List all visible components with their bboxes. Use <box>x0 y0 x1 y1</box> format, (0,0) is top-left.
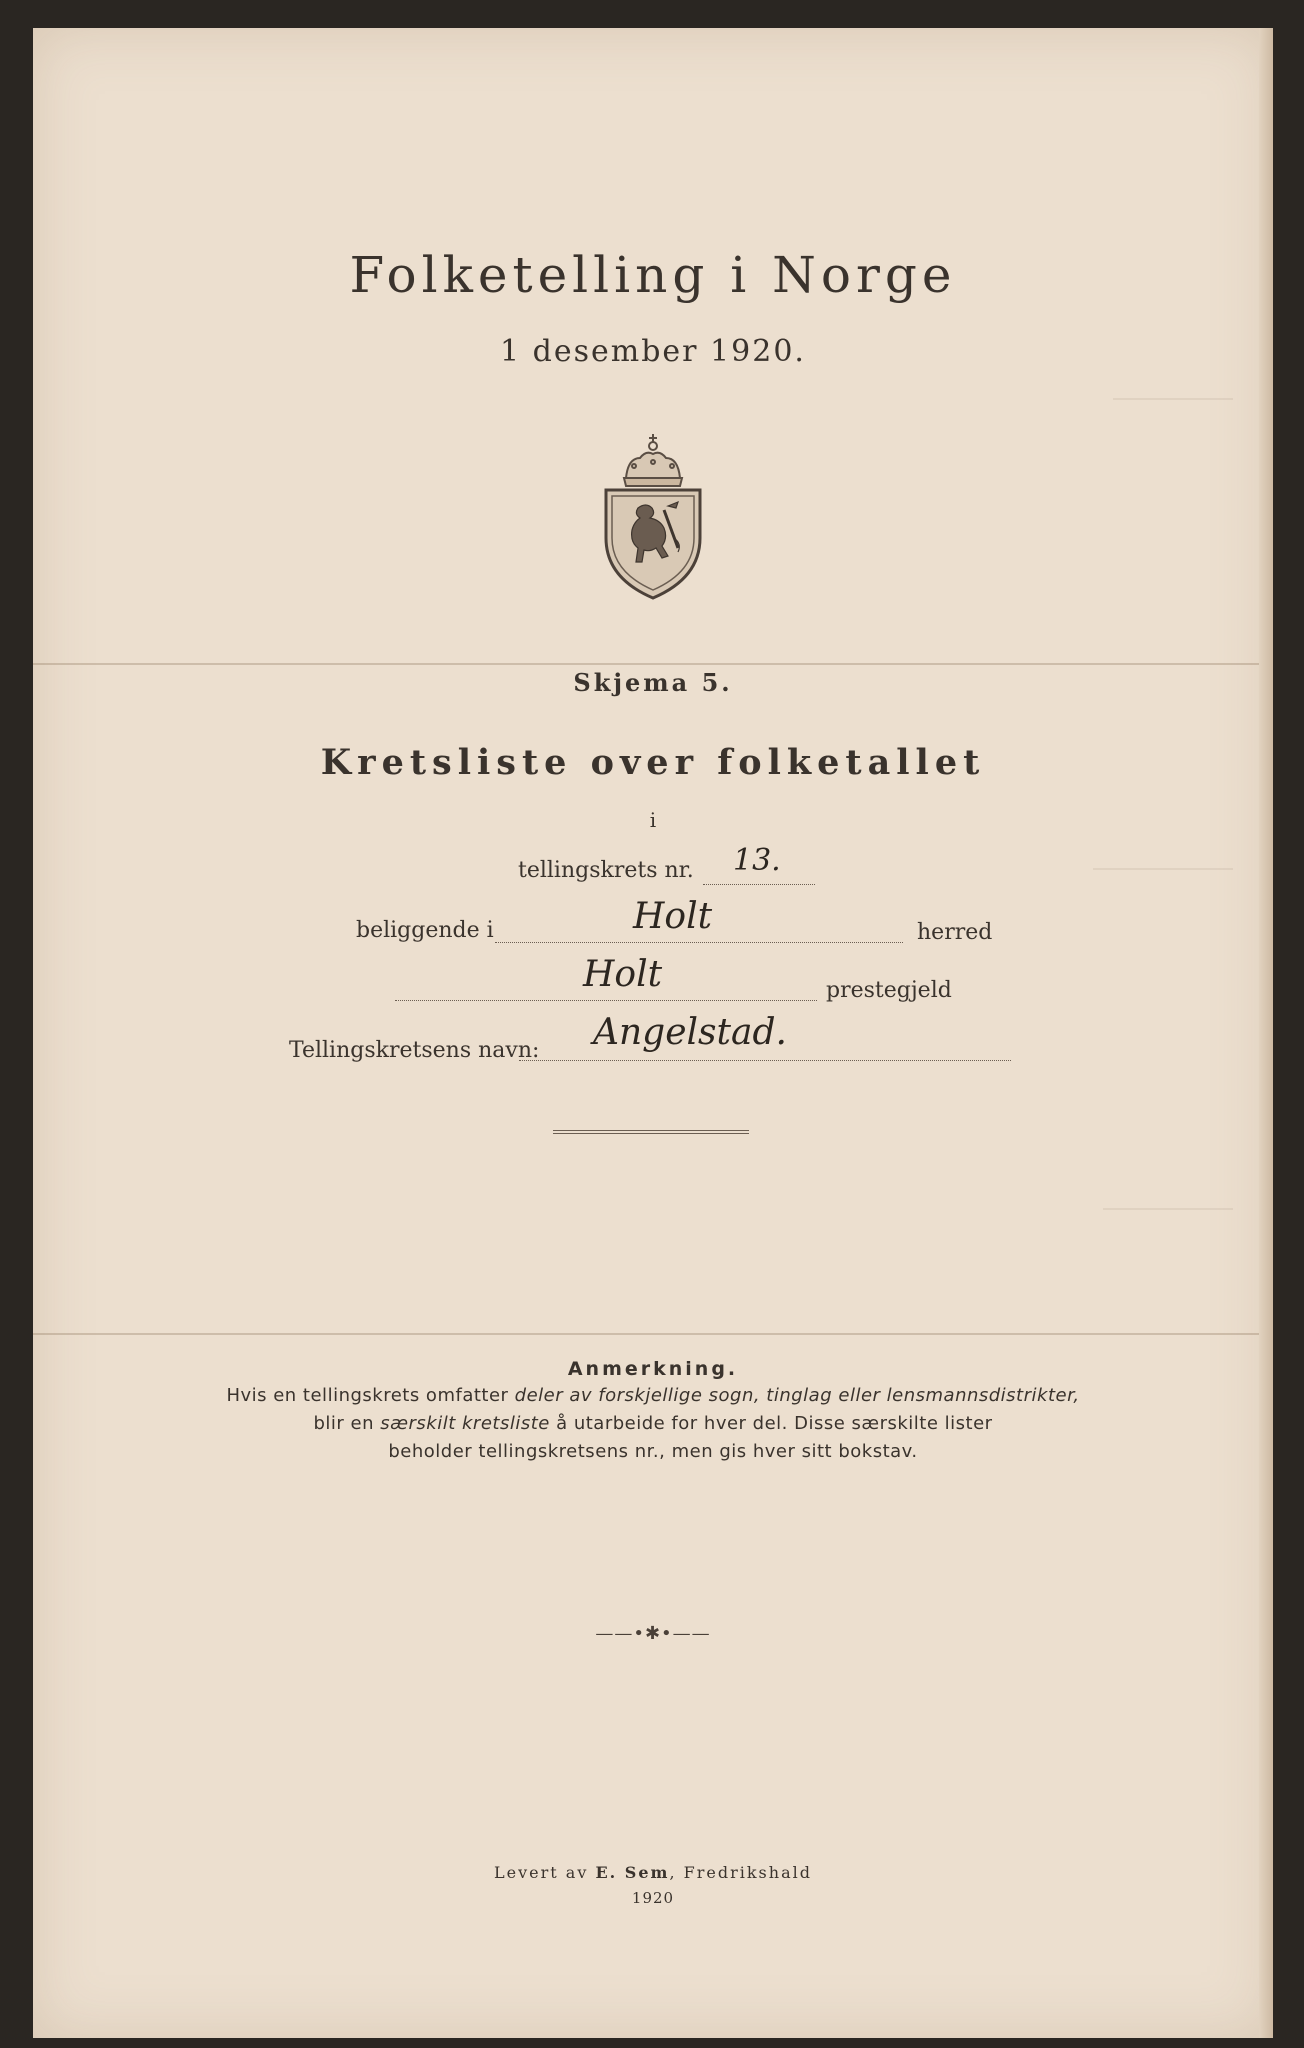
herred-label: herred <box>917 920 993 945</box>
connector-word: i <box>649 808 657 832</box>
coat-of-arms-icon <box>598 428 708 603</box>
bleed-through-mark <box>1103 1208 1233 1212</box>
page-edge <box>1259 28 1273 2038</box>
beliggende-label: beliggende i <box>356 918 494 943</box>
paper-fold-line <box>33 1333 1273 1335</box>
navn-label: Tellingskretsens navn: <box>289 1038 540 1063</box>
printer-imprint <box>33 1863 1273 1882</box>
note-line-2 <box>33 1413 1273 1434</box>
note-line-2-a: blir en <box>313 1413 381 1434</box>
note-line-1-b: deler av forskjellige sogn, tinglag eller lensmannsdistrikter, <box>514 1385 1080 1406</box>
form-heading: Kretsliste over folketallet <box>320 742 986 783</box>
section-divider <box>553 1130 749 1134</box>
printer-suffix: , Fredrikshald <box>669 1863 812 1882</box>
ornament-divider: ——•✱•—— <box>595 1623 711 1644</box>
printer-prefix: Levert av <box>494 1863 596 1882</box>
note-line-3: beholder tellingskretsens nr., men gis hver sitt bokstav. <box>388 1441 918 1462</box>
krets-number-value: 13. <box>733 843 781 878</box>
krets-label: tellingskrets nr. <box>518 858 694 883</box>
prestegjeld-value: Holt <box>583 954 663 995</box>
census-form-page <box>33 28 1273 2038</box>
bleed-through-mark <box>1093 868 1233 872</box>
navn-value: Angelstad. <box>593 1012 787 1053</box>
note-line-2-b: særskilt kretsliste <box>380 1413 550 1434</box>
form-date: 1 desember 1920. <box>500 334 806 369</box>
schema-number: Skjema 5. <box>573 668 733 697</box>
printer-year: 1920 <box>631 1889 675 1907</box>
herred-value: Holt <box>633 896 713 937</box>
paper-fold-line <box>33 663 1273 665</box>
note-heading: Anmerkning. <box>567 1358 739 1380</box>
prestegjeld-label: prestegjeld <box>826 978 952 1003</box>
note-line-1-a: Hvis en tellingskrets omfatter <box>226 1385 515 1406</box>
note-line-2-c: å utarbeide for hver del. Disse særskilte lister <box>549 1413 993 1434</box>
printer-name: E. Sem <box>595 1863 670 1882</box>
note-line-1 <box>33 1385 1273 1406</box>
form-title: Folketelling i Norge <box>349 246 957 304</box>
bleed-through-mark <box>1113 398 1233 402</box>
